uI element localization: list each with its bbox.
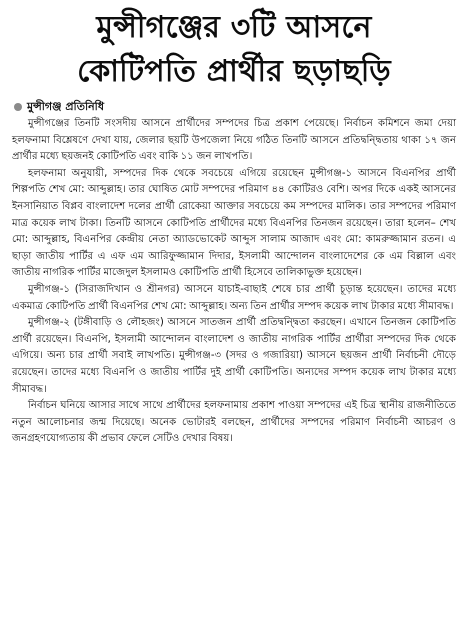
headline-line-2: কোটিপতি প্রার্থীর ছড়াছড়ি — [77, 54, 391, 89]
paragraph-4: মুন্সীগঞ্জ-২ (টঙ্গীবাড়ি ও লৌহজং) আসনে সাতজন প্রার্থী প্রতিদ্বন্দ্বিতা করছেন। এখানে তিনজন কোটিপতি প্রার্থী রয়েছেন। বিএনপি, ইসলামী আন্দোলন বাংলাদেশ ও জাতীয় নাগরিক পার্টির প্রার্থীরা সম্পদের দিক থেকে এগিয়ে। অন্য চার প্রার্থী সবাই লাখপতি। মুন্সীগঞ্জ-৩ (সদর ও গজারিয়া) আসনে ছয়জন প্রার্থী নির্বাচনী দৌড়ে রয়েছেন। তাদের মধ্যে বিএনপি ও জাতীয় পার্টির দুই প্রার্থী কোটিপতি। অন্যদের সম্পদ কয়েক লাখ টাকার মধ্যে সীমাবদ্ধ। — [12, 317, 456, 395]
article-body — [12, 116, 456, 448]
headline-line-1: মুন্সীগঞ্জের ৩টি আসনে — [96, 10, 372, 45]
byline — [14, 100, 456, 114]
paragraph-2: হলফনামা অনুযায়ী, সম্পদের দিক থেকে সবচেয়ে এগিয়ে রয়েছেন মুন্সীগঞ্জ-১ আসনে বিএনপির প্রার্থী শিল্পপতি শেখ মো: আব্দুল্লাহ। তার ঘোষিত মোট সম্পদের পরিমাণ ৪৪ কোটিরও বেশি। অপর দিকে একই আসনের ইনসানিয়াত বিপ্লব বাংলাদেশ দলের প্রার্থী রোকেয়া আক্তার সবচেয়ে কম সম্পদের মালিক। তার সম্পদের পরিমাণ মাত্র কয়েক লাখ টাকা। তিনটি আসনে কোটিপতি প্রার্থীদের মধ্যে বিএনপির তিনজন রয়েছেন। তারা হলেন– শেখ মো: আব্দুল্লাহ, বিএনপির কেন্দ্রীয় নেতা অ্যাডভোকেট আব্দুস সালাম আজাদ এবং মো: কামরুজ্জামান রতন। এ ছাড়া জাতীয় পার্টির এ এফ এম আরিফুজ্জামান দিদার, ইসলামী আন্দোলন বাংলাদেশের কে এম বিল্লাল এবং জাতীয় নাগরিক পার্টির মাজেদুল ইসলামও কোটিপতি প্রার্থী হিসেবে তালিকাভুক্ত হয়েছেন। — [12, 167, 456, 279]
paragraph-5: নির্বাচন ঘনিয়ে আসার সাথে সাথে প্রার্থীদের হলফনামায় প্রকাশ পাওয়া সম্পদের এই চিত্র স্থানীয় রাজনীতিতে নতুন আলোচনার জন্ম দিয়েছে। অনেক ভোটারই বলছেন, প্রার্থীদের সম্পদের পরিমাণ নির্বাচনী আচরণ ও জনগ্রহণযোগ্যতায় কী প্রভাব ফেলে সেটিও দেখার বিষয়। — [12, 400, 456, 445]
bullet-icon — [14, 103, 22, 111]
paragraph-3: মুন্সীগঞ্জ-১ (সিরাজদিখান ও শ্রীনগর) আসনে যাচাই-বাছাই শেষে চার প্রার্থী চূড়ান্ত হয়েছেন। তাদের মধ্যে একমাত্র কোটিপতি প্রার্থী বিএনপির শেখ মো: আব্দুল্লাহ। অন্য তিন প্রার্থীর সম্পদ কয়েক লাখ টাকার মধ্যে সীমাবদ্ধ। — [12, 283, 456, 312]
byline-reporter: মুন্সীগঞ্জ প্রতিনিধি — [27, 100, 104, 113]
paragraph-1: মুন্সীগঞ্জের তিনটি সংসদীয় আসনে প্রার্থীদের সম্পদের চিত্র প্রকাশ পেয়েছে। নির্বাচন কমিশনে জমা দেয়া হলফনামা বিশ্লেষণে দেখা যায়, জেলার ছয়টি উপজেলা নিয়ে গঠিত তিনটি আসনে প্রতিদ্বন্দ্বিতায় থাকা ১৭ জন প্রার্থীর মধ্যে ছয়জনই কোটিপতি এবং বাকি ১১ জন লাখপতি। — [12, 118, 456, 163]
article-headline — [12, 6, 456, 94]
